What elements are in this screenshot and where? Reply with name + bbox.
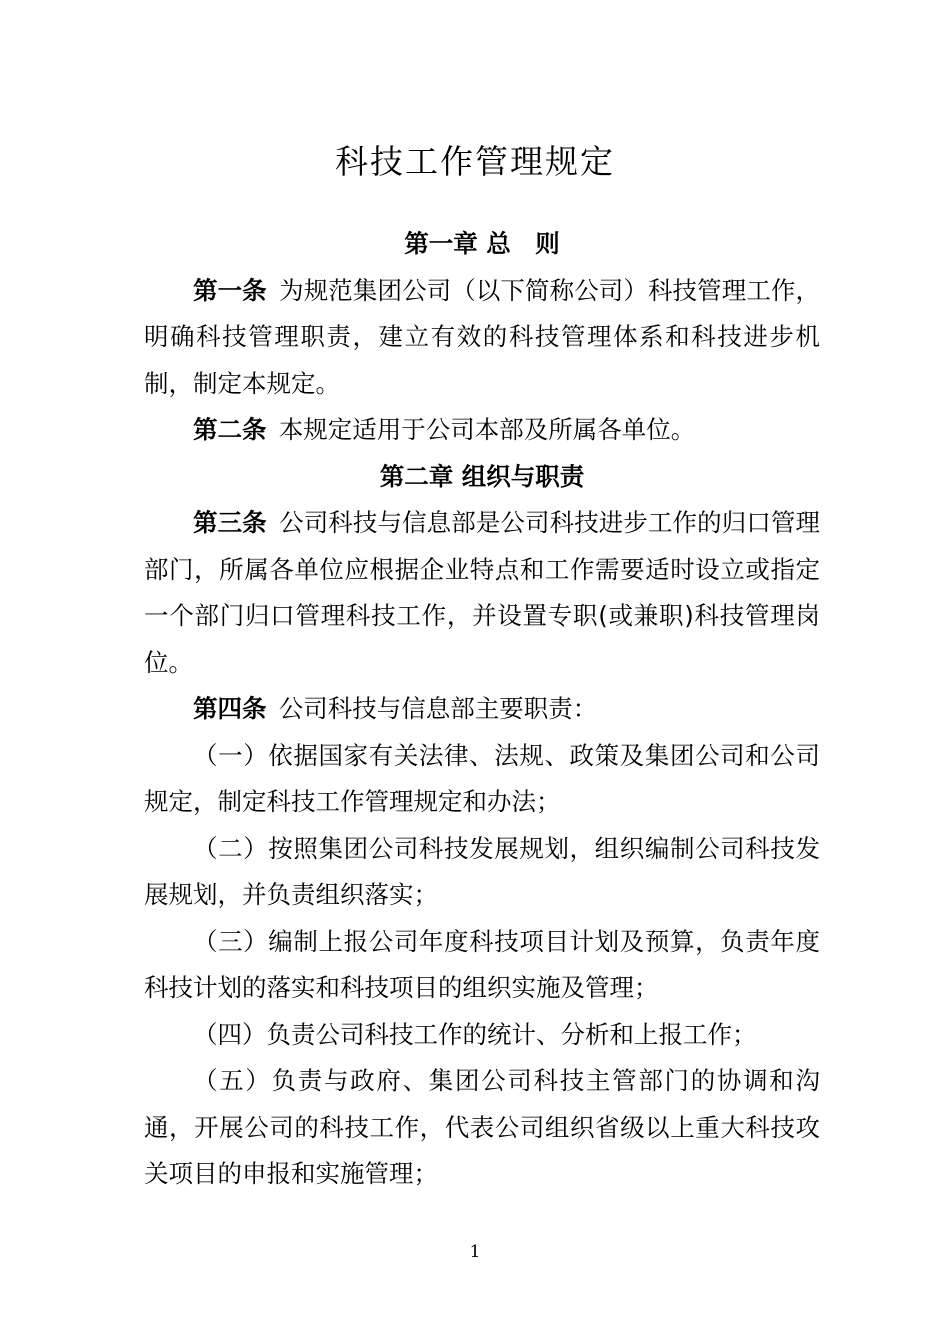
article-paragraph	[144, 686, 820, 733]
list-item: （五）负责与政府、集团公司科技主管部门的协调和沟通，开展公司的科技工作，代表公司组织省级以上重大科技攻关项目的申报和实施管理；	[144, 1066, 820, 1188]
article-paragraph	[144, 500, 820, 686]
page-number: 1	[469, 1242, 481, 1262]
list-item: （二）按照集团公司科技发展规划，组织编制公司科技发展规划，并负责组织落实；	[144, 833, 820, 909]
document-body	[144, 221, 820, 1198]
chapter-heading: 第二章 组织与职责	[379, 461, 585, 491]
article-number: 第四条	[193, 694, 267, 723]
chapter-heading: 第一章 总 则	[404, 229, 560, 258]
article-number: 第一条	[193, 275, 267, 305]
list-item: （一）依据国家有关法律、法规、政策及集团公司和公司规定，制定科技工作管理规定和办法；	[144, 740, 820, 816]
article-text: 本规定适用于公司本部及所属各单位。	[278, 415, 696, 444]
article-number: 第三条	[193, 508, 267, 537]
document-title: 科技工作管理规定	[335, 142, 615, 181]
list-item: （三）编制上报公司年度科技项目计划及预算，负责年度科技计划的落实和科技项目的组织实施及管理；	[144, 926, 820, 1002]
article-text: 公司科技与信息部主要职责：	[278, 694, 598, 723]
article-text: 为规范集团公司（以下简称公司）科技管理工作，明确科技管理职责，建立有效的科技管理体系和科技进步机制，制定本规定。	[144, 275, 821, 398]
article-text: 公司科技与信息部是公司科技进步工作的归口管理部门，所属各单位应根据企业特点和工作需要适时设立或指定一个部门归口管理科技工作，并设置专职(或兼职)科技管理岗位。	[144, 508, 821, 677]
article-paragraph	[144, 407, 820, 454]
article-paragraph	[144, 268, 820, 408]
list-item: （四）负责公司科技工作的统计、分析和上报工作；	[193, 1019, 757, 1049]
article-number: 第二条	[193, 415, 267, 444]
